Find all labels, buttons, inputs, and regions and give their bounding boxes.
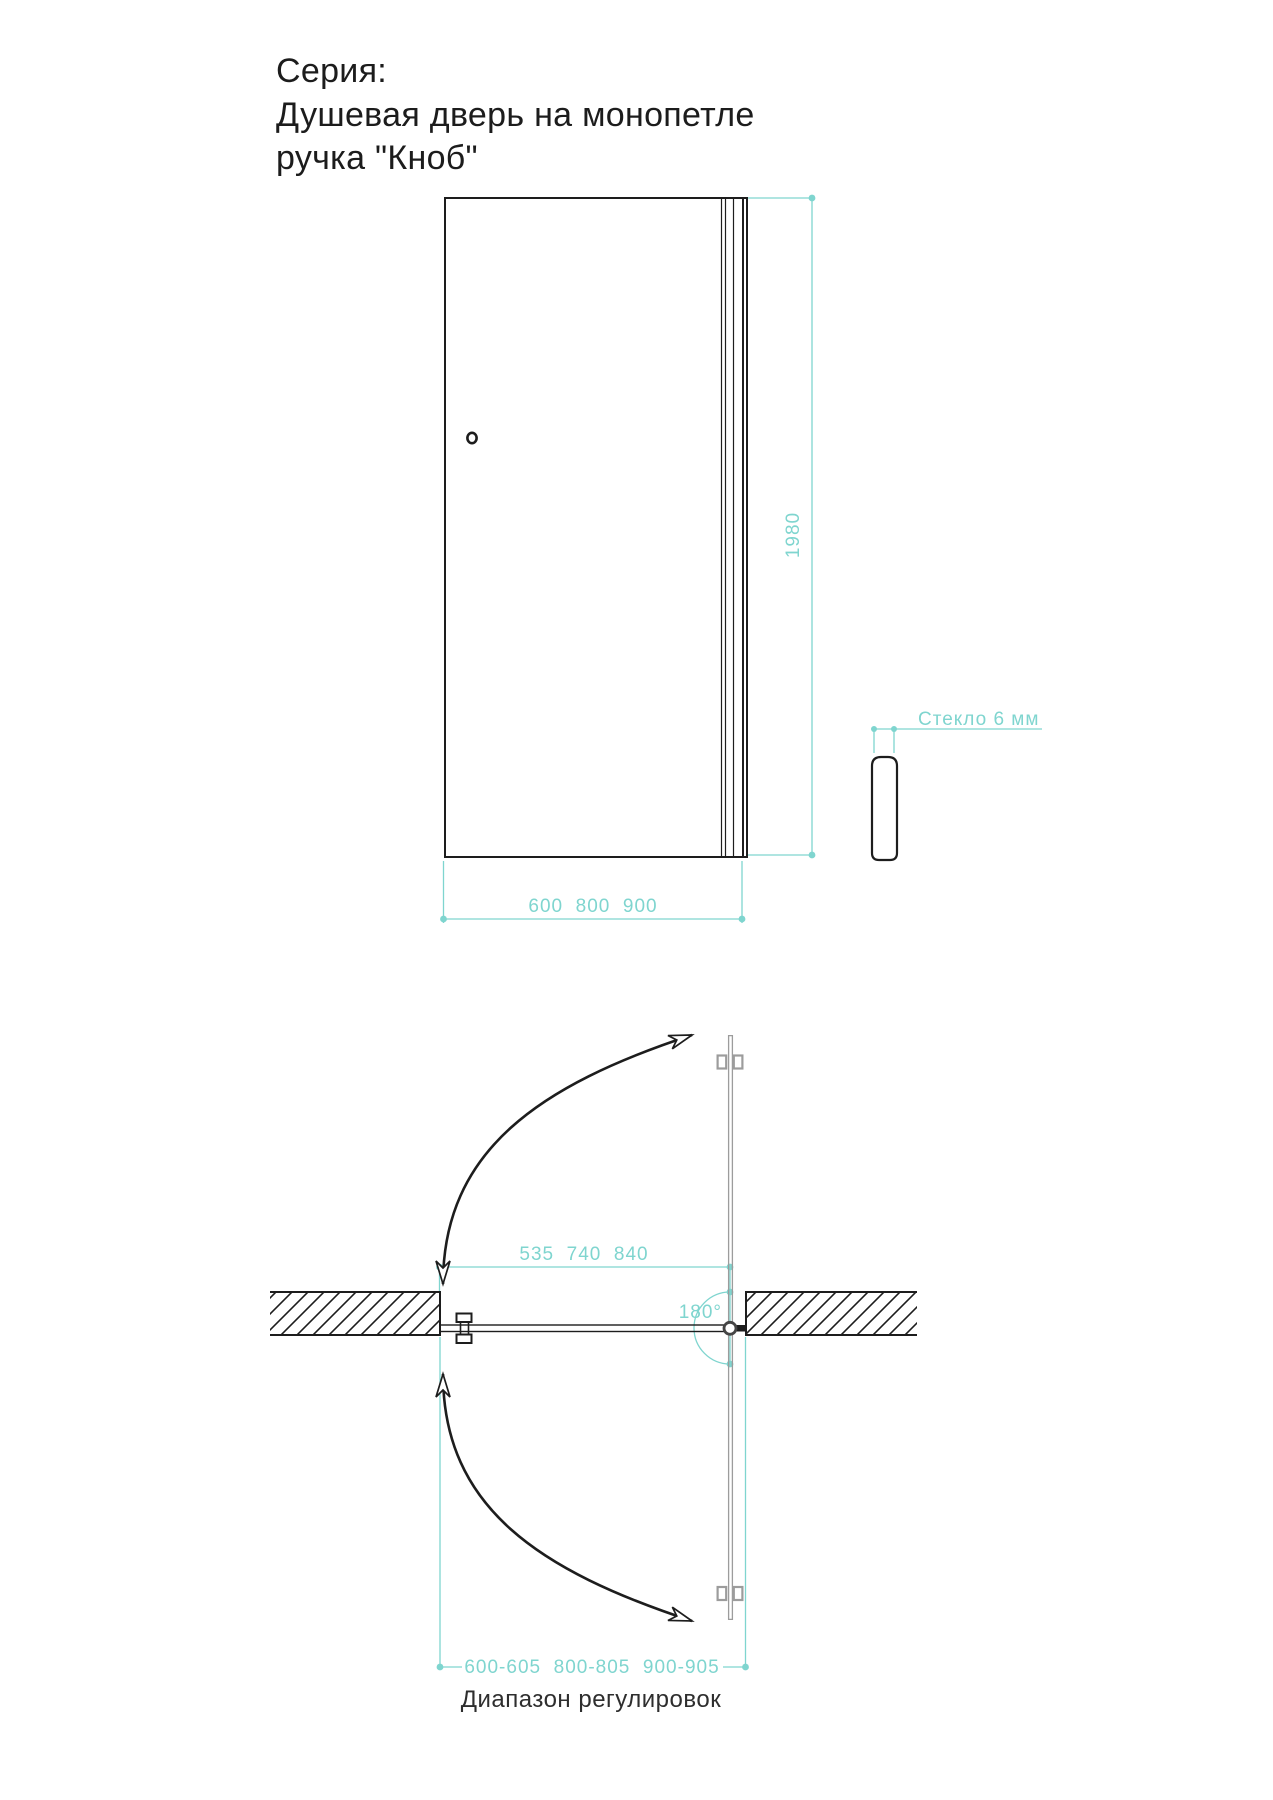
width-dimension — [440, 861, 745, 923]
title-block — [276, 52, 755, 177]
right-wall — [746, 1292, 917, 1335]
plan-view — [270, 1035, 917, 1713]
door-closed-panel — [440, 1325, 724, 1332]
plan-caption: Диапазон регулировок — [460, 1686, 722, 1713]
knob-top-view-lower — [718, 1587, 743, 1600]
glass-cross-section — [872, 757, 897, 860]
title-line-1: Серия: — [276, 52, 388, 90]
title-line-3: ручка "Кноб" — [276, 139, 478, 177]
adjustment-range-label: 600-605 800-805 900-905 — [464, 1657, 720, 1678]
swing-arc-lower — [443, 1374, 692, 1621]
mono-hinge-pivot — [724, 1322, 746, 1334]
opening-dimension-label: 535 740 840 — [519, 1244, 649, 1265]
swing-angle-label: 180° — [678, 1302, 722, 1323]
knob-top-view-closed — [457, 1314, 472, 1344]
height-dimension-label: 1980 — [783, 511, 804, 559]
glass-detail — [871, 709, 1042, 860]
left-wall — [270, 1292, 440, 1335]
opening-dimension — [436, 1244, 733, 1270]
glass-thickness-label: Стекло 6 мм — [918, 709, 1040, 730]
extension-lines — [440, 1267, 746, 1667]
adjustment-range-dimension — [437, 1657, 749, 1678]
door-profile-lines — [722, 199, 734, 856]
height-dimension — [748, 195, 815, 859]
knob-handle — [467, 433, 476, 443]
front-view — [440, 195, 815, 923]
title-line-2: Душевая дверь на монопетле — [276, 96, 755, 134]
width-dimension-label: 600 800 900 — [528, 896, 658, 917]
hinge-wall-mount — [736, 1325, 746, 1332]
door-panel — [445, 198, 747, 857]
pivot-axis — [724, 1322, 736, 1334]
knob-top-view-upper — [718, 1056, 743, 1069]
